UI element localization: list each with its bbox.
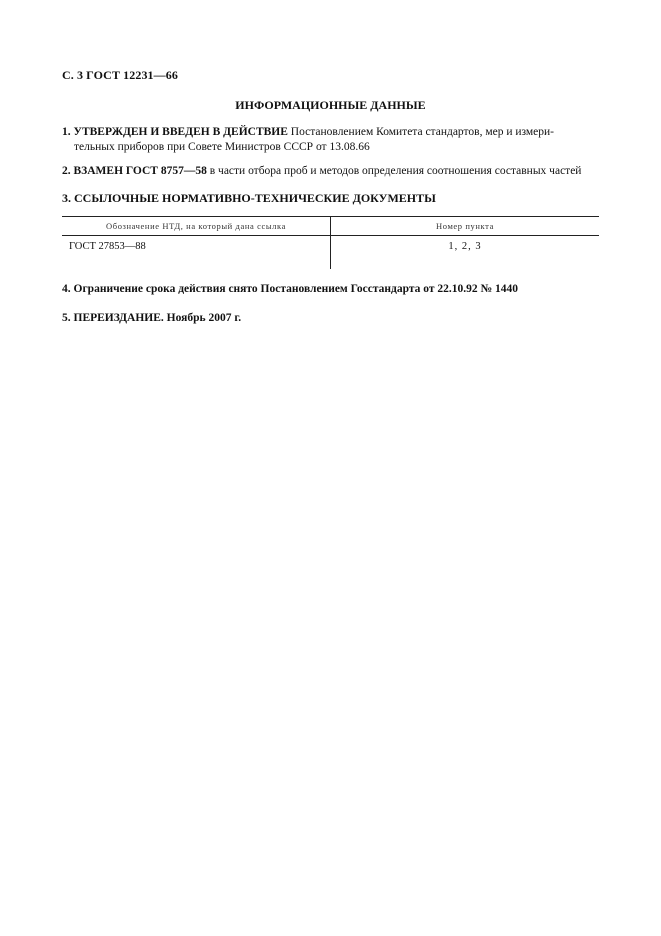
item-1-text: Постановлением Комитета стандартов, мер и измери- [290, 126, 555, 138]
table-header-clause: Номер пункта [436, 221, 494, 231]
info-item-4: 4. Ограничение срока действия снято Постановлением Госстандарта от 22.10.92 № 1440 [62, 283, 518, 295]
item-2-label: 2. ВЗАМЕН ГОСТ 8757—58 [62, 165, 207, 177]
item-2-text: в части отбора проб и методов определения соотношения составных частей [209, 165, 582, 177]
info-item-5: 5. ПЕРЕИЗДАНИЕ. Ноябрь 2007 г. [62, 312, 242, 324]
item-1-label: 1. УТВЕРЖДЕН И ВВЕДЕН В ДЕЙСТВИЕ [62, 126, 288, 138]
info-item-3: 3. ССЫЛОЧНЫЕ НОРМАТИВНО-ТЕХНИЧЕСКИЕ ДОКУМЕНТЫ [62, 191, 436, 205]
info-item-1 [62, 125, 602, 155]
section-title: ИНФОРМАЦИОННЫЕ ДАННЫЕ [235, 98, 426, 112]
item-1-text-continued: тельных приборов при Совете Министров СССР от 13.08.66 [74, 141, 370, 153]
table-cell-document: ГОСТ 27853—88 [69, 241, 146, 252]
info-item-2 [62, 164, 602, 179]
page-header: С. 3 ГОСТ 12231—66 [62, 68, 178, 82]
table-header-document: Обозначение НТД, на который дана ссылка [106, 221, 286, 231]
table-cell-clause: 1, 2, 3 [448, 241, 482, 252]
